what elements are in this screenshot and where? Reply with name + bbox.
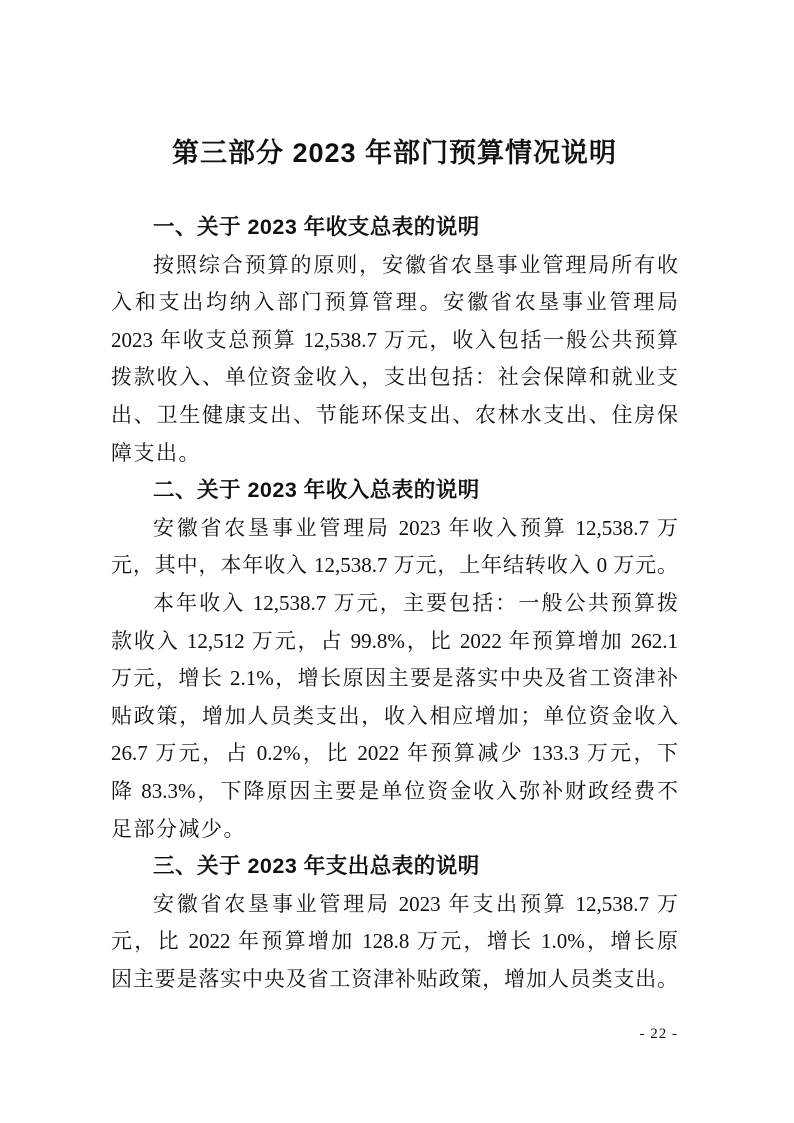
section-heading: 二、关于 2023 年收入总表的说明 xyxy=(153,478,480,503)
text-line: 安徽省农垦事业管理局 2023 年支出预算 12,538.7 万 xyxy=(153,891,678,916)
text-line: 万元，增长 2.1%，增长原因主要是落实中央及省工资津补 xyxy=(111,666,678,691)
text-line: 入和支出均纳入部门预算管理。安徽省农垦事业管理局 xyxy=(111,290,678,315)
text-line: 元，其中，本年收入 12,538.7 万元，上年结转收入 0 万元。 xyxy=(111,553,678,578)
text-line: 本年收入 12,538.7 万元，主要包括：一般公共预算拨 xyxy=(153,590,678,615)
text-line: 元，比 2022 年预算增加 128.8 万元，增长 1.0%，增长原 xyxy=(111,929,678,954)
text-line: 足部分减少。 xyxy=(111,816,246,841)
text-line: 贴政策，增加人员类支出，收入相应增加；单位资金收入 xyxy=(111,703,678,728)
page-number: - 22 - xyxy=(639,1026,678,1042)
text-line: 障支出。 xyxy=(111,440,201,465)
page-title: 第三部分 2023 年部门预算情况说明 xyxy=(171,138,618,168)
text-line: 款收入 12,512 万元，占 99.8%，比 2022 年预算增加 262.1 xyxy=(111,628,678,653)
text-line: 因主要是落实中央及省工资津补贴政策，增加人员类支出。 xyxy=(111,966,678,991)
text-line: 降 83.3%，下降原因主要是单位资金收入弥补财政经费不 xyxy=(111,778,678,803)
text-line: 拨款收入、单位资金收入，支出包括：社会保障和就业支 xyxy=(111,365,678,390)
text-line: 出、卫生健康支出、节能环保支出、农林水支出、住房保 xyxy=(111,402,678,427)
text-line: 26.7 万元，占 0.2%，比 2022 年预算减少 133.3 万元，下 xyxy=(111,741,678,766)
text-line: 安徽省农垦事业管理局 2023 年收入预算 12,538.7 万 xyxy=(153,515,678,540)
document-body xyxy=(111,209,678,998)
text-line: 按照综合预算的原则，安徽省农垦事业管理局所有收 xyxy=(153,252,678,277)
section-heading: 一、关于 2023 年收支总表的说明 xyxy=(153,215,480,239)
text-line: 2023 年收支总预算 12,538.7 万元，收入包括一般公共预算 xyxy=(111,327,678,352)
section-heading: 三、关于 2023 年支出总表的说明 xyxy=(153,854,480,879)
